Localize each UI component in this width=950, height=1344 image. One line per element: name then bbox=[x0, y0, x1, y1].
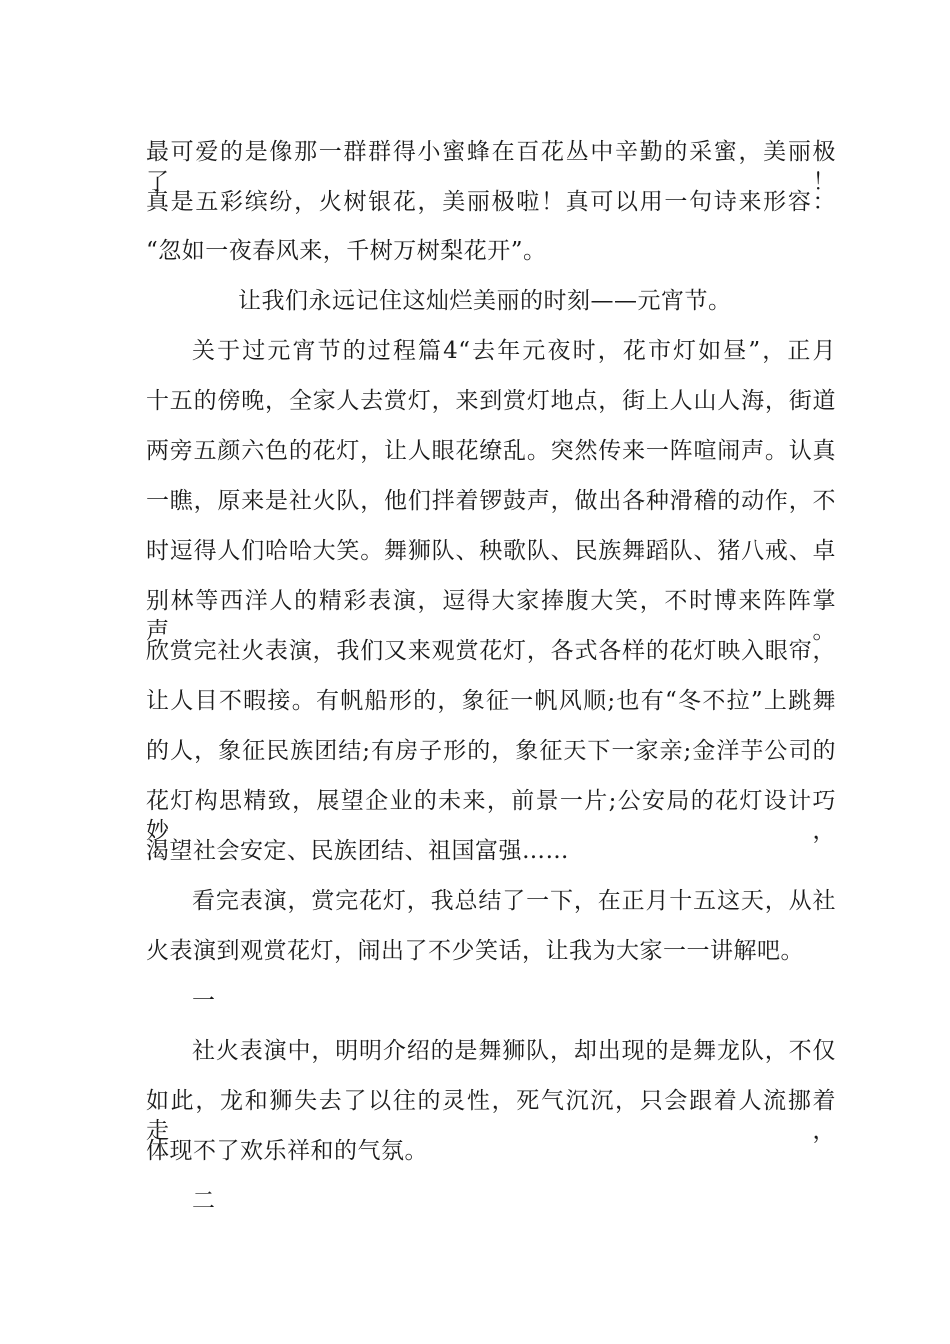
text-line: 让人目不暇接。有帆船形的，象征一帆风顺;也有“冬不拉”上跳舞 bbox=[146, 688, 836, 714]
text-line: 花灯构思精致，展望企业的未来，前景一片;公安局的花灯设计巧妙， bbox=[146, 788, 836, 844]
text-line: 别林等西洋人的精彩表演，逗得大家捧腹大笑，不时博来阵阵掌声。 bbox=[146, 588, 836, 644]
text-line: 如此，龙和狮失去了以往的灵性，死气沉沉，只会跟着人流挪着走， bbox=[146, 1088, 836, 1144]
text-line: 火表演到观赏花灯，闹出了不少笑话，让我为大家一一讲解吧。 bbox=[146, 938, 804, 964]
paragraph-start: 社火表演中，明明介绍的是舞狮队，却出现的是舞龙队，不仅 bbox=[192, 1038, 836, 1064]
text-line: 的人，象征民族团结;有房子形的，象征天下一家亲;金洋芋公司的 bbox=[146, 738, 836, 764]
text-line: 最可爱的是像那一群群得小蜜蜂在百花丛中辛勤的采蜜，美丽极了！ bbox=[146, 139, 836, 195]
text-line: 十五的傍晚，全家人去赏灯，来到赏灯地点，街上人山人海，街道 bbox=[146, 388, 836, 414]
text-line: 时逗得人们哈哈大笑。舞狮队、秧歌队、民族舞蹈队、猪八戒、卓 bbox=[146, 538, 836, 564]
text-line: 两旁五颜六色的花灯，让人眼花缭乱。突然传来一阵喧闹声。认真 bbox=[146, 438, 836, 464]
section-number: 二 bbox=[192, 1188, 216, 1214]
paragraph-start: 关于过元宵节的过程篇4“去年元夜时，花市灯如昼”，正月 bbox=[192, 338, 836, 364]
text-line: 欣赏完社火表演，我们又来观赏花灯，各式各样的花灯映入眼帘， bbox=[146, 638, 836, 664]
text-line: “忽如一夜春风来，千树万树梨花开”。 bbox=[146, 238, 547, 264]
text-line: 一瞧，原来是社火队，他们拌着锣鼓声，做出各种滑稽的动作，不 bbox=[146, 488, 836, 514]
text-line: 真是五彩缤纷，火树银花，美丽极啦！真可以用一句诗来形容： bbox=[146, 189, 836, 215]
text-line: 体现不了欢乐祥和的气氛。 bbox=[146, 1138, 428, 1164]
text-line: 渴望社会安定、民族团结、祖国富强…… bbox=[146, 838, 569, 864]
paragraph-start: 看完表演，赏完花灯，我总结了一下，在正月十五这天，从社 bbox=[192, 888, 836, 914]
text-line: 让我们永远记住这灿烂美丽的时刻——元宵节。 bbox=[238, 288, 732, 314]
section-number: 一 bbox=[192, 988, 216, 1014]
